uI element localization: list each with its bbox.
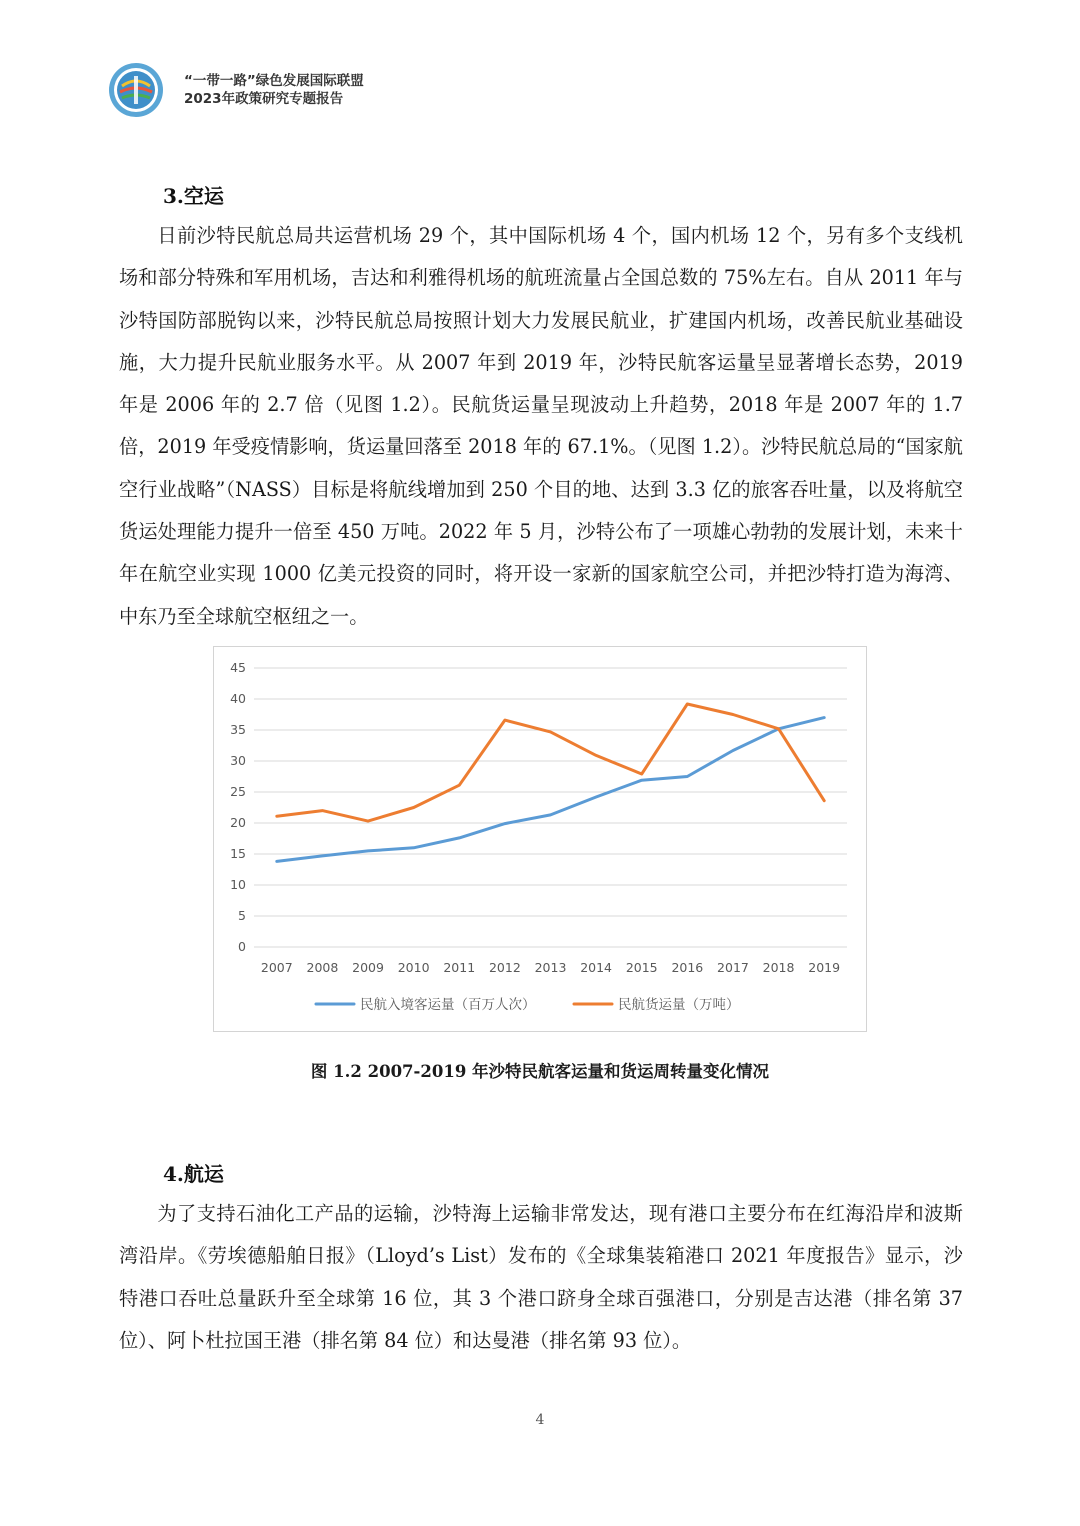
y-tick-label: 5 <box>238 908 246 923</box>
y-tick-label: 15 <box>230 846 246 861</box>
x-tick-label: 2014 <box>580 960 613 975</box>
x-tick-label: 2011 <box>443 960 476 975</box>
y-tick-label: 0 <box>238 939 246 954</box>
section-title-air: 3.空运 <box>163 184 224 208</box>
section-body-air <box>119 215 963 638</box>
x-tick-label: 2015 <box>625 960 658 975</box>
x-tick-label: 2007 <box>260 960 293 975</box>
org-line-1: “一带一路”绿色发展国际联盟 <box>184 73 364 89</box>
section-title-shipping: 4.航运 <box>163 1162 224 1186</box>
org-line-2: 2023年政策研究专题报告 <box>184 91 344 107</box>
y-tick-label: 10 <box>230 877 246 892</box>
x-tick-label: 2016 <box>671 960 704 975</box>
x-tick-label: 2013 <box>534 960 567 975</box>
chart-canvas <box>214 647 866 1031</box>
y-tick-label: 25 <box>230 784 246 799</box>
y-tick-label: 30 <box>230 753 246 768</box>
figure-caption: 图 1.2 2007-2019 年沙特民航客运量和货运周转量变化情况 <box>310 1062 770 1081</box>
x-tick-label: 2012 <box>488 960 521 975</box>
x-tick-label: 2018 <box>762 960 795 975</box>
x-tick-label: 2009 <box>352 960 384 975</box>
paragraph-air: 日前沙特民航总局共运营机场 29 个，其中国际机场 4 个，国内机场 12 个，另有多个支线机场和部分特殊和军用机场，吉达和利雅得机场的航班流量占全国总数的 75%左右。自从 2011 年与沙特国防部脱钩以来，沙特民航总局按照计划大力发展民航业，扩建国内机场，改善民航业基础设施，大力提升民航业服务水平。从 2007 年到 2019 年，沙特民航客运量呈显著增长态势，2019 年是 2006 年的 2.7 倍（见图 1.2）。民航货运量呈现波动上升趋势，2018 年是 2007 年的 1.7 倍，2019 年受疫情影响，货运量回落至 2018 年的 67.1%。（见图 1.2）。沙特民航总局的“国家航空行业战略”（NASS）目标是将航线增加到 250 个目的地、达到 3.3 亿的旅客吞吐量，以及将航空货运处理能力提升一倍至 450 万吨。2022 年 5 月，沙特公布了一项雄心勃勃的发展计划，未来十年在航空业实现 1000 亿美元投资的同时，将开设一家新的国家航空公司，并把沙特打造为海湾、中东乃至全球航空枢纽之一。 <box>119 224 963 628</box>
y-tick-label: 35 <box>230 722 246 737</box>
x-tick-label: 2008 <box>306 960 339 975</box>
page-number: 4 <box>535 1412 545 1428</box>
legend-label: 民航货运量（万吨） <box>618 997 740 1013</box>
x-tick-label: 2019 <box>808 960 841 975</box>
legend-label: 民航入境客运量（百万人次） <box>360 997 536 1013</box>
section-body-shipping <box>119 1193 963 1362</box>
series-line-1 <box>277 718 824 862</box>
organization-name <box>184 72 584 108</box>
series-line-2 <box>277 704 824 821</box>
line-chart <box>213 646 867 1032</box>
paragraph-shipping: 为了支持石油化工产品的运输，沙特海上运输非常发达，现有港口主要分布在红海沿岸和波斯湾沿岸。《劳埃德船舶日报》（Lloyd’s List）发布的《全球集装箱港口 2021 年度报告》显示，沙特港口吞吐总量跃升至全球第 16 位，其 3 个港口跻身全球百强港口，分别是吉达港（排名第 37 位）、阿卜杜拉国王港（排名第 84 位）和达曼港（排名第 93 位）。 <box>119 1202 963 1352</box>
x-tick-label: 2010 <box>397 960 430 975</box>
y-tick-label: 40 <box>230 691 246 706</box>
alliance-logo-icon <box>108 62 164 118</box>
y-tick-label: 45 <box>230 660 246 675</box>
x-tick-label: 2017 <box>717 960 749 975</box>
y-tick-label: 20 <box>230 815 246 830</box>
